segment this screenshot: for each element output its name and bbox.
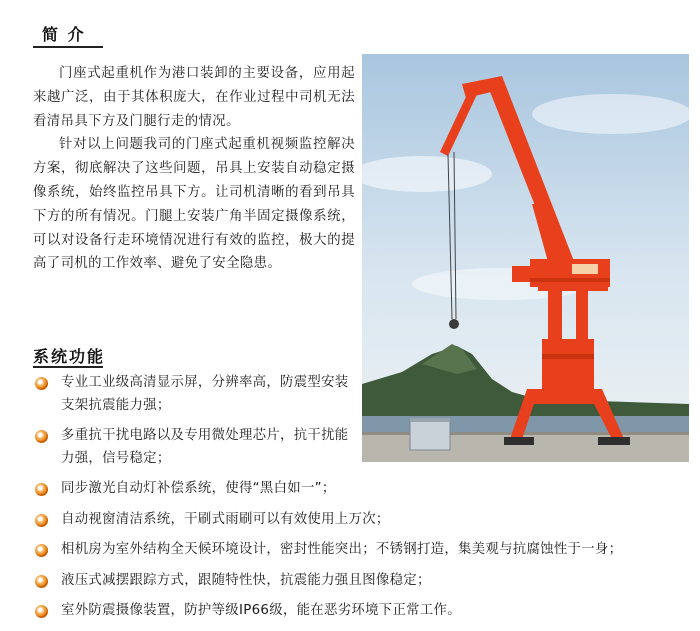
- feature-item: [35, 425, 361, 470]
- intro-heading: 简 介: [42, 25, 86, 44]
- bullet-icon: [35, 575, 48, 588]
- bullet-icon: [35, 430, 48, 443]
- feature-item: [35, 570, 695, 593]
- feature-item: [35, 600, 695, 623]
- bullet-icon: [35, 544, 48, 557]
- intro-body: [33, 62, 355, 276]
- feature-item: [35, 509, 695, 532]
- feature-text: 液压式减摆跟踪方式，跟随特性快，抗震能力强且图像稳定；: [61, 572, 431, 588]
- feature-item: [35, 539, 695, 562]
- features-heading: 系统功能: [33, 347, 106, 366]
- feature-text: 专业工业级高清显示屏，分辨率高，防震型安装支架抗震能力强；: [61, 375, 349, 413]
- bullet-icon: [35, 514, 48, 527]
- feature-text: 室外防震摄像装置，防护等级IP66级，能在恶劣环境下正常工作。: [61, 603, 461, 618]
- intro-paragraph-2: 针对以上问题我司的门座式起重机视频监控解决方案，彻底解决了这些问题，吊具上安装自动稳定摄像系统，始终监控吊具下方。让司机清晰的看到吊具下方的所有情况。门腿上安装广角半固定摄像系统，可以对设备行走环境情况进行有效的监控，极大的提高了司机的工作效率、避免了安全隐患。: [33, 137, 355, 272]
- feature-item: [35, 372, 361, 417]
- feature-text: 多重抗干扰电路以及专用微处理芯片，抗干扰能力强，信号稳定；: [61, 428, 349, 466]
- bullet-icon: [35, 483, 48, 496]
- features-list: [35, 372, 695, 631]
- feature-item: [35, 478, 695, 501]
- intro-heading-underline: [33, 46, 103, 48]
- bullet-icon: [35, 377, 48, 390]
- intro-paragraph-1: 门座式起重机作为港口装卸的主要设备，应用起来越广泛，由于其体积庞大，在作业过程中司机无法看清吊具下方及门腿行走的情况。: [33, 66, 355, 129]
- feature-text: 自动视窗清洁系统，干刷式雨刷可以有效使用上万次；: [61, 511, 390, 527]
- feature-text: 同步激光自动灯补偿系统，使得“黑白如一”；: [61, 481, 336, 496]
- features-heading-underline: [33, 366, 103, 368]
- feature-text: 相机房为室外结构全天候环境设计，密封性能突出；不锈钢打造，集美观与抗腐蚀性于一身；: [61, 542, 623, 557]
- bullet-icon: [35, 605, 48, 618]
